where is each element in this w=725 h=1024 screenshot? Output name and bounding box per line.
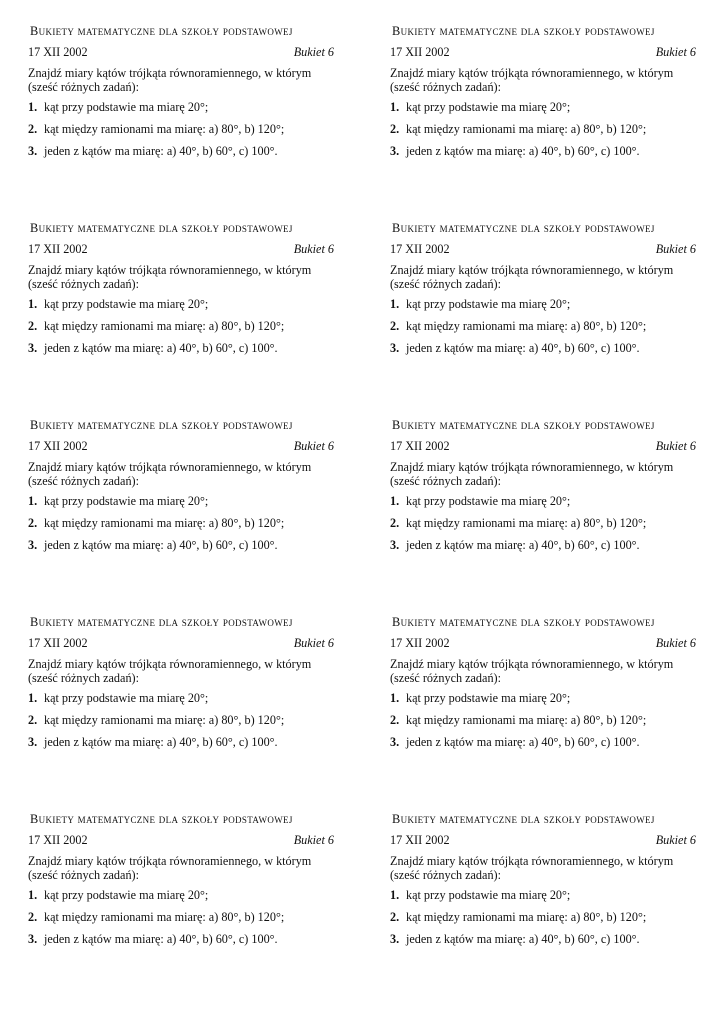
card-date: 17 XII 2002 bbox=[28, 438, 88, 453]
task-item bbox=[390, 100, 696, 115]
task-text: kąt między ramionami ma miarę: a) 80°, b) 120°; bbox=[44, 515, 285, 530]
task-text: jeden z kątów ma miarę: a) 40°, b) 60°, c) 100°. bbox=[44, 143, 278, 158]
task-card bbox=[390, 24, 696, 165]
task-item bbox=[390, 713, 696, 728]
task-item bbox=[28, 691, 334, 706]
task-text: kąt przy podstawie ma miarę 20°; bbox=[406, 100, 571, 115]
card-meta bbox=[28, 833, 334, 848]
card-bukiet-number: Bukiet 6 bbox=[293, 438, 334, 453]
card-bukiet-number: Bukiet 6 bbox=[293, 241, 334, 256]
task-number: 2. bbox=[390, 121, 400, 136]
task-text: kąt przy podstawie ma miarę 20°; bbox=[406, 888, 571, 903]
task-text: jeden z kątów ma miarę: a) 40°, b) 60°, c) 100°. bbox=[406, 340, 640, 355]
card-title: Bukiety matematyczne dla szkoły podstawowej bbox=[30, 615, 293, 629]
task-card bbox=[390, 221, 696, 362]
card-bukiet-number: Bukiet 6 bbox=[655, 832, 696, 847]
task-item bbox=[390, 494, 696, 509]
task-item bbox=[28, 516, 334, 531]
card-title: Bukiety matematyczne dla szkoły podstawowej bbox=[30, 418, 293, 432]
task-number: 2. bbox=[28, 121, 38, 136]
task-text: jeden z kątów ma miarę: a) 40°, b) 60°, c) 100°. bbox=[406, 143, 640, 158]
task-card bbox=[28, 812, 334, 953]
card-bukiet-number: Bukiet 6 bbox=[293, 635, 334, 650]
card-bukiet-number: Bukiet 6 bbox=[293, 832, 334, 847]
task-card bbox=[390, 812, 696, 953]
task-number: 1. bbox=[28, 691, 38, 706]
card-meta bbox=[28, 636, 334, 651]
task-number: 1. bbox=[28, 100, 38, 115]
task-text: kąt przy podstawie ma miarę 20°; bbox=[44, 888, 209, 903]
task-number: 3. bbox=[28, 143, 38, 158]
task-text: jeden z kątów ma miarę: a) 40°, b) 60°, c) 100°. bbox=[406, 734, 640, 749]
task-item bbox=[28, 319, 334, 334]
card-date: 17 XII 2002 bbox=[390, 438, 450, 453]
task-number: 3. bbox=[28, 340, 38, 355]
card-date: 17 XII 2002 bbox=[28, 635, 88, 650]
card-title: Bukiety matematyczne dla szkoły podstawowej bbox=[30, 812, 293, 826]
task-card bbox=[390, 418, 696, 559]
task-list bbox=[28, 494, 334, 552]
task-item bbox=[390, 122, 696, 137]
task-text: kąt przy podstawie ma miarę 20°; bbox=[44, 494, 209, 509]
task-text: kąt między ramionami ma miarę: a) 80°, b) 120°; bbox=[44, 712, 285, 727]
card-title: Bukiety matematyczne dla szkoły podstawowej bbox=[30, 221, 293, 235]
task-number: 1. bbox=[390, 100, 400, 115]
task-card bbox=[28, 221, 334, 362]
card-bukiet-number: Bukiet 6 bbox=[293, 44, 334, 59]
task-number: 3. bbox=[390, 931, 400, 946]
task-number: 1. bbox=[390, 888, 400, 903]
task-item bbox=[28, 341, 334, 356]
task-number: 1. bbox=[28, 297, 38, 312]
task-list bbox=[390, 494, 696, 552]
task-item bbox=[390, 297, 696, 312]
task-text: kąt między ramionami ma miarę: a) 80°, b) 120°; bbox=[406, 909, 647, 924]
task-item bbox=[390, 735, 696, 750]
task-item bbox=[390, 341, 696, 356]
task-number: 1. bbox=[28, 888, 38, 903]
card-meta bbox=[390, 439, 696, 454]
task-text: kąt między ramionami ma miarę: a) 80°, b) 120°; bbox=[44, 318, 285, 333]
task-number: 2. bbox=[28, 712, 38, 727]
card-intro: Znajdź miary kątów trójkąta równoramiennego, w którym (sześć różnych zadań): bbox=[390, 656, 674, 686]
task-number: 3. bbox=[390, 734, 400, 749]
task-item bbox=[28, 538, 334, 553]
task-text: kąt między ramionami ma miarę: a) 80°, b) 120°; bbox=[406, 318, 647, 333]
card-meta bbox=[390, 833, 696, 848]
task-card bbox=[28, 418, 334, 559]
card-date: 17 XII 2002 bbox=[390, 832, 450, 847]
task-text: jeden z kątów ma miarę: a) 40°, b) 60°, c) 100°. bbox=[44, 340, 278, 355]
task-card bbox=[390, 615, 696, 756]
task-item bbox=[390, 691, 696, 706]
card-intro: Znajdź miary kątów trójkąta równoramiennego, w którym (sześć różnych zadań): bbox=[28, 262, 312, 292]
task-list bbox=[390, 888, 696, 946]
task-item bbox=[28, 144, 334, 159]
card-intro: Znajdź miary kątów trójkąta równoramiennego, w którym (sześć różnych zadań): bbox=[390, 262, 674, 292]
task-text: kąt między ramionami ma miarę: a) 80°, b) 120°; bbox=[406, 121, 647, 136]
task-list bbox=[28, 100, 334, 158]
task-item bbox=[390, 888, 696, 903]
card-title: Bukiety matematyczne dla szkoły podstawowej bbox=[392, 812, 655, 826]
task-item bbox=[28, 888, 334, 903]
task-number: 3. bbox=[28, 537, 38, 552]
card-intro: Znajdź miary kątów trójkąta równoramiennego, w którym (sześć różnych zadań): bbox=[28, 853, 312, 883]
card-date: 17 XII 2002 bbox=[390, 44, 450, 59]
task-list bbox=[390, 297, 696, 355]
task-list bbox=[28, 297, 334, 355]
task-list bbox=[390, 100, 696, 158]
card-intro: Znajdź miary kątów trójkąta równoramiennego, w którym (sześć różnych zadań): bbox=[390, 65, 674, 95]
task-number: 2. bbox=[28, 515, 38, 530]
task-item bbox=[28, 494, 334, 509]
task-number: 3. bbox=[28, 931, 38, 946]
task-item bbox=[390, 319, 696, 334]
card-date: 17 XII 2002 bbox=[28, 44, 88, 59]
task-text: kąt przy podstawie ma miarę 20°; bbox=[44, 297, 209, 312]
task-number: 2. bbox=[390, 515, 400, 530]
card-meta bbox=[390, 636, 696, 651]
card-title: Bukiety matematyczne dla szkoły podstawowej bbox=[392, 221, 655, 235]
task-text: jeden z kątów ma miarę: a) 40°, b) 60°, c) 100°. bbox=[406, 537, 640, 552]
task-number: 1. bbox=[390, 494, 400, 509]
card-bukiet-number: Bukiet 6 bbox=[655, 438, 696, 453]
card-bukiet-number: Bukiet 6 bbox=[655, 241, 696, 256]
card-title: Bukiety matematyczne dla szkoły podstawowej bbox=[30, 24, 293, 38]
task-item bbox=[28, 932, 334, 947]
task-item bbox=[28, 297, 334, 312]
card-intro: Znajdź miary kątów trójkąta równoramiennego, w którym (sześć różnych zadań): bbox=[390, 459, 674, 489]
task-text: kąt przy podstawie ma miarę 20°; bbox=[44, 691, 209, 706]
task-item bbox=[28, 735, 334, 750]
task-item bbox=[390, 910, 696, 925]
task-text: jeden z kątów ma miarę: a) 40°, b) 60°, c) 100°. bbox=[44, 537, 278, 552]
task-list bbox=[28, 888, 334, 946]
task-number: 2. bbox=[390, 318, 400, 333]
card-title: Bukiety matematyczne dla szkoły podstawowej bbox=[392, 615, 655, 629]
task-text: jeden z kątów ma miarę: a) 40°, b) 60°, c) 100°. bbox=[44, 931, 278, 946]
task-number: 3. bbox=[390, 537, 400, 552]
card-meta bbox=[390, 45, 696, 60]
task-text: kąt między ramionami ma miarę: a) 80°, b) 120°; bbox=[406, 712, 647, 727]
task-number: 3. bbox=[390, 340, 400, 355]
task-text: kąt przy podstawie ma miarę 20°; bbox=[406, 691, 571, 706]
task-text: kąt przy podstawie ma miarę 20°; bbox=[406, 494, 571, 509]
card-bukiet-number: Bukiet 6 bbox=[655, 44, 696, 59]
card-meta bbox=[390, 242, 696, 257]
task-number: 3. bbox=[28, 734, 38, 749]
task-item bbox=[390, 932, 696, 947]
card-bukiet-number: Bukiet 6 bbox=[655, 635, 696, 650]
task-item bbox=[28, 122, 334, 137]
task-number: 2. bbox=[390, 909, 400, 924]
task-text: kąt między ramionami ma miarę: a) 80°, b) 120°; bbox=[44, 121, 285, 136]
card-intro: Znajdź miary kątów trójkąta równoramiennego, w którym (sześć różnych zadań): bbox=[28, 459, 312, 489]
task-item bbox=[390, 538, 696, 553]
task-item bbox=[390, 144, 696, 159]
task-text: kąt przy podstawie ma miarę 20°; bbox=[44, 100, 209, 115]
task-text: kąt przy podstawie ma miarę 20°; bbox=[406, 297, 571, 312]
task-item bbox=[28, 100, 334, 115]
task-list bbox=[28, 691, 334, 749]
card-date: 17 XII 2002 bbox=[390, 635, 450, 650]
card-date: 17 XII 2002 bbox=[390, 241, 450, 256]
task-item bbox=[28, 713, 334, 728]
card-meta bbox=[28, 439, 334, 454]
card-meta bbox=[28, 242, 334, 257]
card-title: Bukiety matematyczne dla szkoły podstawowej bbox=[392, 24, 655, 38]
task-number: 1. bbox=[390, 691, 400, 706]
task-text: jeden z kątów ma miarę: a) 40°, b) 60°, c) 100°. bbox=[406, 931, 640, 946]
task-number: 3. bbox=[390, 143, 400, 158]
task-item bbox=[28, 910, 334, 925]
task-number: 2. bbox=[390, 712, 400, 727]
card-intro: Znajdź miary kątów trójkąta równoramiennego, w którym (sześć różnych zadań): bbox=[28, 656, 312, 686]
task-card bbox=[28, 615, 334, 756]
task-text: kąt między ramionami ma miarę: a) 80°, b) 120°; bbox=[406, 515, 647, 530]
card-date: 17 XII 2002 bbox=[28, 241, 88, 256]
task-text: jeden z kątów ma miarę: a) 40°, b) 60°, c) 100°. bbox=[44, 734, 278, 749]
card-date: 17 XII 2002 bbox=[28, 832, 88, 847]
task-number: 1. bbox=[390, 297, 400, 312]
card-meta bbox=[28, 45, 334, 60]
card-intro: Znajdź miary kątów trójkąta równoramiennego, w którym (sześć różnych zadań): bbox=[28, 65, 312, 95]
task-item bbox=[390, 516, 696, 531]
task-number: 2. bbox=[28, 909, 38, 924]
card-title: Bukiety matematyczne dla szkoły podstawowej bbox=[392, 418, 655, 432]
task-text: kąt między ramionami ma miarę: a) 80°, b) 120°; bbox=[44, 909, 285, 924]
task-card bbox=[28, 24, 334, 165]
task-list bbox=[390, 691, 696, 749]
task-number: 2. bbox=[28, 318, 38, 333]
task-number: 1. bbox=[28, 494, 38, 509]
card-intro: Znajdź miary kątów trójkąta równoramiennego, w którym (sześć różnych zadań): bbox=[390, 853, 674, 883]
